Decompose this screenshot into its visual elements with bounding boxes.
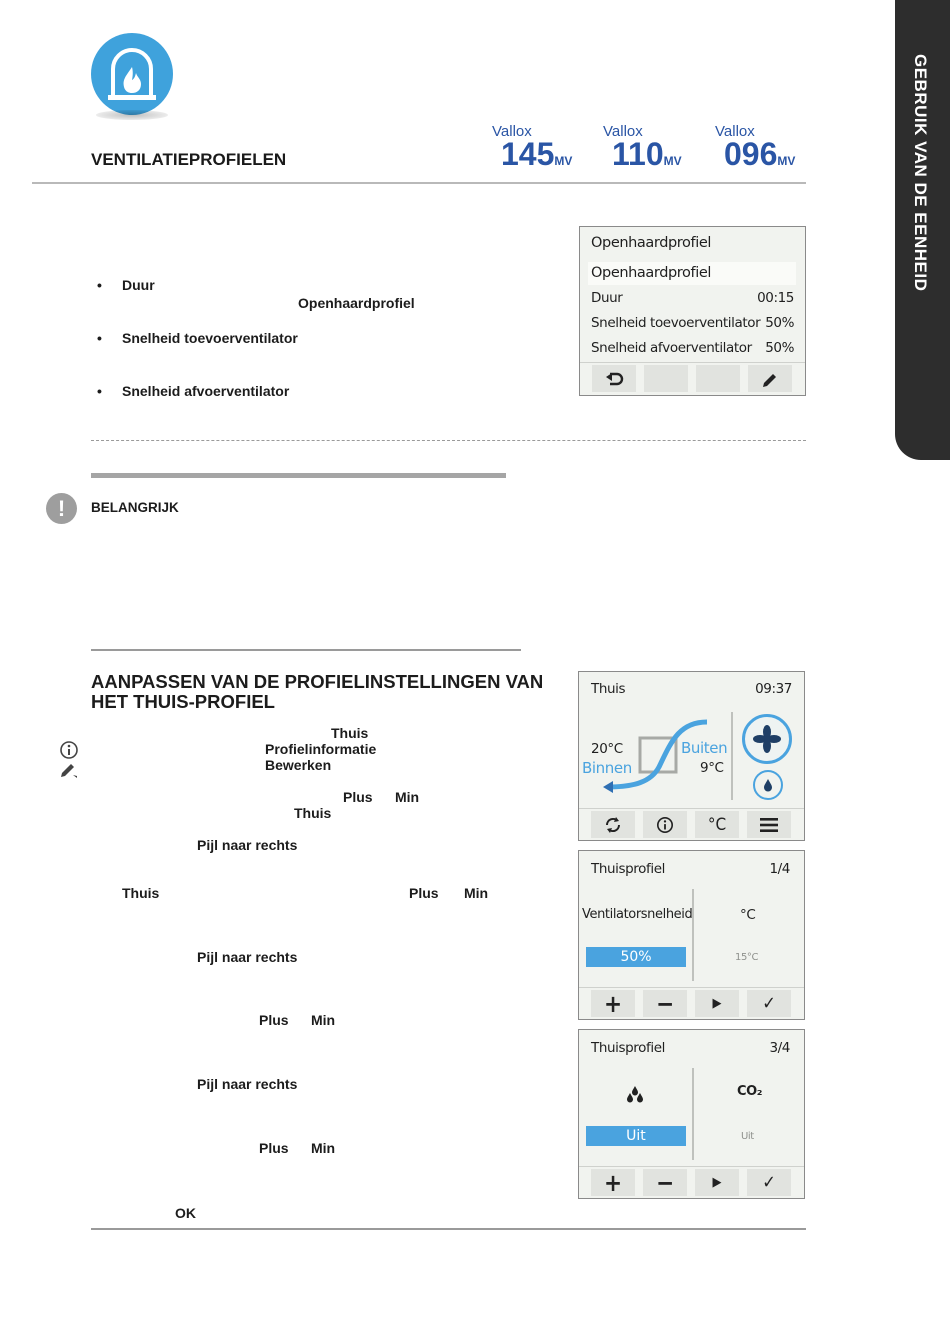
- info-button[interactable]: [643, 811, 687, 838]
- outside-label: Buiten: [681, 739, 728, 757]
- droplet-icon: [762, 778, 774, 792]
- fan-speed-label: Ventilatorsnelheid: [582, 907, 693, 922]
- word-plus: Plus: [259, 1012, 289, 1028]
- minus-button[interactable]: −: [643, 1169, 687, 1196]
- note-bar: [91, 473, 506, 478]
- pencil-icon: [59, 760, 79, 784]
- menu-icon: [760, 818, 778, 832]
- bullet-duur-extra: Openhaardprofiel: [298, 295, 415, 311]
- bullet-afvoer: • Snelheid afvoerventilator: [122, 383, 289, 399]
- dashed-divider: [91, 440, 806, 441]
- side-tab-label: GEBRUIK VAN DE EENHEID: [911, 54, 930, 292]
- screen-thuisprofiel-3: [578, 1029, 805, 1199]
- temp-value: 15°C: [735, 952, 759, 963]
- fan-icon: [752, 724, 782, 754]
- row-value: 50%: [765, 340, 794, 356]
- selected-row[interactable]: [588, 262, 796, 285]
- word-min: Min: [395, 789, 420, 805]
- word-min: Min: [311, 1012, 336, 1028]
- word-pijl-naar-rechts: Pijl naar rechts: [197, 1076, 298, 1092]
- screen-title: Thuisprofiel: [591, 1040, 665, 1056]
- brand-logo-110: Vallox 110MV: [603, 123, 682, 172]
- inside-temp: 20°C: [591, 741, 623, 757]
- back-icon: [604, 371, 624, 387]
- edit-button[interactable]: [748, 365, 792, 392]
- footer-divider: [91, 1228, 806, 1230]
- next-button[interactable]: ▶: [695, 1169, 739, 1196]
- temp-unit-label: °C: [740, 907, 756, 923]
- confirm-button[interactable]: ✓: [747, 990, 791, 1017]
- row-label: Snelheid toevoerventilator: [591, 315, 761, 331]
- pencil-icon: [761, 370, 779, 388]
- brand-logo-145: Vallox 145MV: [492, 123, 573, 172]
- word-thuis: Thuis: [294, 805, 332, 821]
- row-label: Snelheid afvoerventilator: [591, 340, 752, 356]
- selected-row-label: Openhaardprofiel: [591, 265, 712, 281]
- plus-button[interactable]: +: [591, 990, 635, 1017]
- bullet-duur: • Duur: [122, 277, 155, 293]
- co2-label: CO₂: [737, 1084, 763, 1099]
- section-title: VENTILATIEPROFIELEN: [91, 150, 287, 169]
- exclamation-icon: !: [46, 493, 77, 524]
- humidity-button[interactable]: [753, 770, 783, 800]
- section2-title-line1: AANPASSEN VAN DE PROFIELINSTELLINGEN VAN: [91, 671, 544, 692]
- word-thuis: Thuis: [331, 725, 369, 741]
- row-value: 00:15: [757, 290, 794, 306]
- fireplace-icon: [91, 33, 173, 115]
- word-plus: Plus: [343, 789, 373, 805]
- bullet-toevoer: • Snelheid toevoerventilator: [122, 330, 298, 346]
- row-label: Duur: [591, 290, 623, 306]
- word-ok: OK: [175, 1205, 196, 1221]
- humidity-icon: [625, 1085, 645, 1103]
- note-label: BELANGRIJK: [91, 500, 179, 515]
- word-thuis: Thuis: [122, 885, 160, 901]
- confirm-button[interactable]: ✓: [747, 1169, 791, 1196]
- next-button[interactable]: ▶: [695, 990, 739, 1017]
- word-plus: Plus: [409, 885, 439, 901]
- unit-button[interactable]: °C: [695, 811, 739, 838]
- note-divider: [91, 649, 521, 651]
- screen-title: Openhaardprofiel: [591, 235, 712, 251]
- screen-title: Thuis: [591, 681, 626, 697]
- heat-exchange-icon: [579, 712, 729, 802]
- row-value: 50%: [765, 315, 794, 331]
- section2-title: [91, 672, 543, 712]
- fan-button[interactable]: [742, 714, 792, 764]
- word-bewerken: Bewerken: [265, 757, 332, 773]
- empty-button[interactable]: [696, 365, 740, 392]
- plus-button[interactable]: +: [591, 1169, 635, 1196]
- word-profielinformatie: Profielinformatie: [265, 741, 377, 757]
- inside-label: Binnen: [582, 759, 632, 777]
- minus-button[interactable]: −: [643, 990, 687, 1017]
- clock: 09:37: [755, 681, 792, 697]
- side-tab: [895, 0, 950, 460]
- screen-openhaardprofiel: [579, 226, 806, 396]
- outside-temp: 9°C: [700, 760, 724, 776]
- fan-speed-value[interactable]: 50%: [586, 947, 686, 967]
- back-button[interactable]: [592, 365, 636, 392]
- menu-button[interactable]: [747, 811, 791, 838]
- page-indicator: 1/4: [769, 861, 790, 877]
- screen-thuis: [578, 671, 805, 841]
- refresh-button[interactable]: [591, 811, 635, 838]
- co2-value: Uit: [741, 1131, 754, 1142]
- info-icon: [656, 816, 674, 834]
- icon-shadow: [96, 110, 168, 120]
- word-plus: Plus: [259, 1140, 289, 1156]
- word-min: Min: [464, 885, 489, 901]
- section2-title-line2: HET THUIS-PROFIEL: [91, 691, 275, 712]
- word-pijl-naar-rechts: Pijl naar rechts: [197, 949, 298, 965]
- empty-button[interactable]: [644, 365, 688, 392]
- word-min: Min: [311, 1140, 336, 1156]
- brand-logo-096: Vallox 096MV: [715, 123, 796, 172]
- page-indicator: 3/4: [769, 1040, 790, 1056]
- refresh-icon: [604, 816, 622, 834]
- humidity-value[interactable]: Uit: [586, 1126, 686, 1146]
- screen-title: Thuisprofiel: [591, 861, 665, 877]
- header-divider: [32, 182, 806, 184]
- screen-thuisprofiel-1: [578, 850, 805, 1020]
- word-pijl-naar-rechts: Pijl naar rechts: [197, 837, 298, 853]
